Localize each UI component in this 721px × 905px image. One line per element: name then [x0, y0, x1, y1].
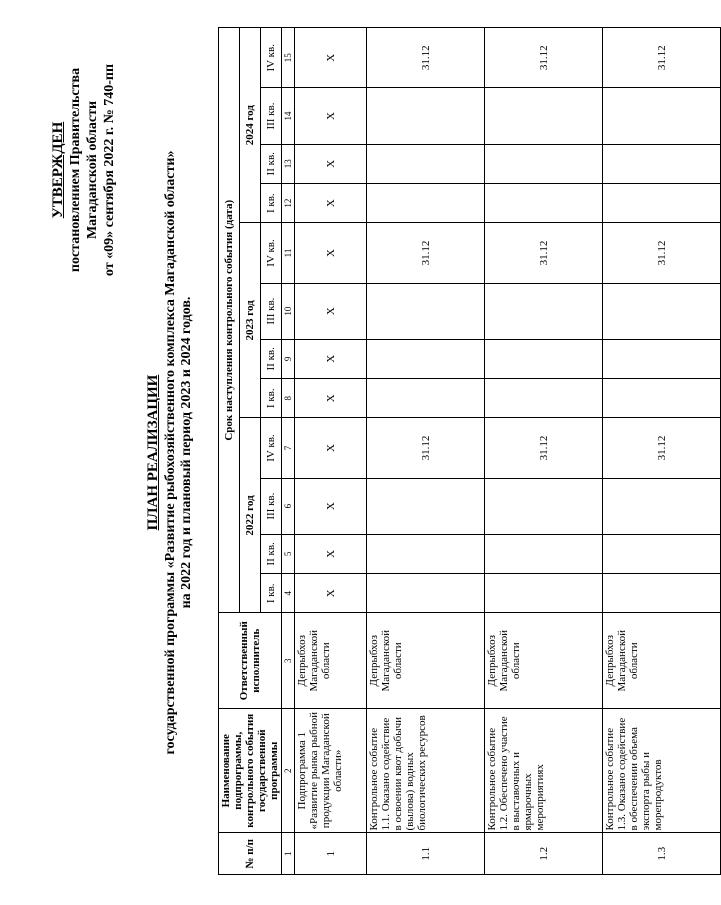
row-name: Контрольное событие 1.2. Обеспечено участие в выставочных и ярмарочных мероприятиях [485, 708, 603, 833]
column-number: 7 [282, 418, 295, 478]
column-number: 12 [282, 183, 295, 222]
plan-subtitle-1: государственной программы «Развитие рыбохозяйственного комплекса Магаданской области» [163, 150, 178, 755]
table-row-event-1-1 [367, 28, 485, 875]
column-number: 10 [282, 283, 295, 339]
row-cell: 31.12 [367, 418, 485, 478]
row-cell [603, 339, 721, 378]
row-cell: X [295, 283, 367, 339]
row-cell: X [295, 144, 367, 183]
row-cell [603, 379, 721, 418]
row-cell: 31.12 [485, 418, 603, 478]
row-cell [603, 144, 721, 183]
row-cell: 31.12 [603, 223, 721, 283]
approval-line-1: постановлением Правительства [68, 67, 83, 273]
row-cell [603, 283, 721, 339]
header-executor: Ответственный исполнитель [219, 613, 282, 708]
column-number: 15 [282, 28, 295, 89]
row-cell: 31.12 [367, 28, 485, 89]
row-cell [603, 88, 721, 144]
header-name: Наименование подпрограммы, контрольного события государственной программы [219, 708, 282, 833]
header-quarter: II кв. [261, 534, 282, 573]
column-number: 3 [282, 613, 295, 708]
row-cell: 31.12 [485, 28, 603, 89]
row-cell: 31.12 [367, 223, 485, 283]
row-cell [485, 339, 603, 378]
row-cell [485, 88, 603, 144]
row-cell: 31.12 [485, 223, 603, 283]
column-number: 14 [282, 88, 295, 144]
header-quarter: IV кв. [261, 223, 282, 283]
row-cell: X [295, 534, 367, 573]
row-num: 1.1 [367, 833, 485, 875]
row-cell [603, 574, 721, 613]
row-name: Контрольное событие 1.3. Оказано содействие в обеспечении объема экспорта рыбы и морепродуктов [603, 708, 721, 833]
row-cell [367, 144, 485, 183]
column-numbers-row [282, 28, 295, 875]
header-deadline: Срок наступления контрольного события (дата) [219, 28, 240, 614]
row-cell: X [295, 478, 367, 534]
row-cell: 31.12 [603, 28, 721, 89]
row-executor: Депрыбхоз Магаданской области [603, 613, 721, 708]
row-executor: Депрыбхоз Магаданской области [295, 613, 367, 708]
row-cell [603, 478, 721, 534]
row-cell [485, 183, 603, 222]
table-row-subprogram-1 [295, 28, 367, 875]
row-cell [367, 283, 485, 339]
row-name: Контрольное событие 1.1. Оказано содействие в освоении квот добычи (вылова) водных биологических ресурсов [367, 708, 485, 833]
column-number: 6 [282, 478, 295, 534]
approval-title: УТВЕРЖДЕН [50, 121, 66, 219]
row-cell: X [295, 418, 367, 478]
row-cell: X [295, 28, 367, 89]
row-executor: Депрыбхоз Магаданской области [485, 613, 603, 708]
plan-title: ПЛАН РЕАЛИЗАЦИИ [145, 374, 161, 531]
column-number: 11 [282, 223, 295, 283]
row-cell [367, 183, 485, 222]
header-quarter: III кв. [261, 283, 282, 339]
approval-line-3: от «09» сентября 2022 г. № 740-пп [102, 63, 117, 277]
header-quarter: IV кв. [261, 28, 282, 89]
header-quarter: II кв. [261, 339, 282, 378]
header-quarter: I кв. [261, 574, 282, 613]
row-cell [367, 534, 485, 573]
row-cell: X [295, 183, 367, 222]
header-quarter: I кв. [261, 183, 282, 222]
row-cell [367, 339, 485, 378]
column-number: 5 [282, 534, 295, 573]
row-cell [485, 574, 603, 613]
plan-title-block [145, 0, 195, 905]
column-number: 2 [282, 708, 295, 833]
row-cell: 31.12 [603, 418, 721, 478]
header-quarter: IV кв. [261, 418, 282, 478]
header-year-2022: 2022 год [240, 418, 261, 613]
row-executor: Депрыбхоз Магаданской области [367, 613, 485, 708]
row-cell [485, 478, 603, 534]
row-cell [367, 379, 485, 418]
column-number: 8 [282, 379, 295, 418]
table-row-event-1-3 [603, 28, 721, 875]
row-cell [603, 534, 721, 573]
header-year-2023: 2023 год [240, 223, 261, 418]
column-number: 13 [282, 144, 295, 183]
row-cell [367, 478, 485, 534]
approval-line-2: Магаданской области [85, 100, 100, 240]
row-cell [485, 144, 603, 183]
row-cell [367, 88, 485, 144]
row-cell: X [295, 379, 367, 418]
header-year-2024: 2024 год [240, 28, 261, 223]
header-quarter: II кв. [261, 144, 282, 183]
row-cell: X [295, 88, 367, 144]
row-cell [367, 574, 485, 613]
row-cell: X [295, 223, 367, 283]
row-num: 1 [295, 833, 367, 875]
header-quarter: III кв. [261, 88, 282, 144]
header-quarter: III кв. [261, 478, 282, 534]
table-row-event-1-2 [485, 28, 603, 875]
row-num: 1.2 [485, 833, 603, 875]
header-quarter: I кв. [261, 379, 282, 418]
column-number: 1 [282, 833, 295, 875]
row-cell [485, 379, 603, 418]
header-num: № п/п [219, 833, 282, 875]
row-cell: X [295, 574, 367, 613]
row-cell [485, 283, 603, 339]
row-cell [603, 183, 721, 222]
plan-subtitle-2: на 2022 год и плановый период 2023 и 2024 годов. [179, 296, 194, 609]
column-number: 9 [282, 339, 295, 378]
row-name: Подпрограмма 1 «Развитие рынка рыбной продукции Магаданской области» [295, 708, 367, 833]
row-num: 1.3 [603, 833, 721, 875]
approval-block [50, 20, 118, 320]
plan-table [218, 27, 721, 875]
row-cell: X [295, 339, 367, 378]
row-cell [485, 534, 603, 573]
column-number: 4 [282, 574, 295, 613]
